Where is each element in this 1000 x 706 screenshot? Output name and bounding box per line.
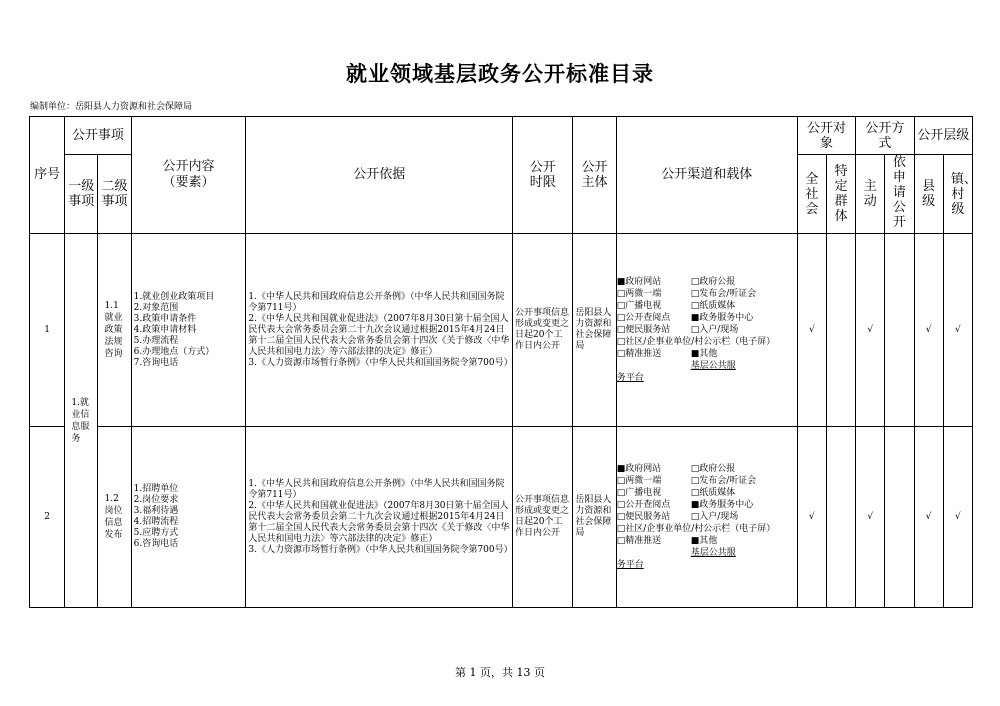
mark-county: √ — [914, 427, 943, 608]
basis-text: 1.《中华人民共和国政府信息公开条例》（中华人民共和国国务院令第711号） 2.《中华人民共和国就业促进法》（2007年8月30日第十届全国人民代表大会常务委员会第二十九次会议通过根据2015年4月24日第十二届全国人民代表大会常务委员会第十四次《关于修改〈中华人民共和国电力法〉等六部法律的决定》修正） 3.《人力资源市场暂行条例》（中华人民共和国国务院令第700号） — [246, 427, 513, 608]
row-seq: 1 — [30, 234, 65, 427]
table-row — [30, 427, 973, 608]
time-limit: 公开事项信息形成或变更之日起20个工作日内公开 — [513, 427, 573, 608]
mark-all-society: √ — [797, 234, 826, 427]
channel-list: ■政府网站 □政府公报 □两微一端 □发布会/听证会 □广播电视 □纸质媒体 □公开查阅点 ■政务服务中心 □便民服务站 □入户/现场 □社区/企事业单位/村公示栏（电子屏） □精准推送 ■其他 基层公共服 务平台 — [616, 234, 797, 427]
subject: 岳阳县人力资源和社会保障局 — [573, 427, 616, 608]
subject: 岳阳县人力资源和社会保障局 — [573, 234, 616, 427]
header-channel: 公开渠道和载体 — [616, 117, 797, 234]
header-on-request: 依申请公开 — [885, 155, 914, 234]
mark-all-society: √ — [797, 427, 826, 608]
header-subject: 公开主体 — [573, 117, 616, 234]
page-title: 就业领域基层政务公开标准目录 — [346, 62, 654, 86]
compiling-unit: 编制单位：岳阳县人力资源和社会保障局 — [30, 102, 193, 112]
row-seq: 2 — [30, 427, 65, 608]
header-county: 县级 — [914, 155, 943, 234]
time-limit: 公开事项信息形成或变更之日起20个工作日内公开 — [513, 234, 573, 427]
table-row — [30, 234, 973, 427]
content-list: 1.就业创业政策项目 2.对象范围 3.政策申请条件 4.政策申请材料 5.办理流程 6.办理地点（方式） 7.咨询电话 — [131, 234, 246, 427]
level2-item: 1.2岗位信息发布 — [98, 427, 131, 608]
level1-item: 1.就业信息服务 — [65, 234, 98, 608]
level2-item: 1.1就业政策法规咨询 — [98, 234, 131, 427]
header-method: 公开方式 — [856, 117, 914, 155]
mark-active: √ — [856, 234, 885, 427]
header-all-society: 全社会 — [797, 155, 826, 234]
basis-text: 1.《中华人民共和国政府信息公开条例》（中华人民共和国国务院令第711号） 2.《中华人民共和国就业促进法》（2007年8月30日第十届全国人民代表大会常务委员会第二十九次会议通过根据2015年4月24日第十二届全国人民代表大会常务委员会第十四次《关于修改〈中华人民共和国电力法〉等六部法律的决定》修正） 3.《人力资源市场暂行条例》（中华人民共和国国务院令第700号） — [246, 234, 513, 427]
header-specific: 特定群体 — [827, 155, 856, 234]
header-level1: 一级事项 — [65, 155, 98, 234]
header-seq: 序号 — [30, 117, 65, 234]
page-footer: 第 1 页，共 13 页 — [455, 666, 545, 679]
mark-county: √ — [914, 234, 943, 427]
header-level2: 二级事项 — [98, 155, 131, 234]
content-list: 1.招聘单位 2.岗位要求 3.福利待遇 4.招聘流程 5.应聘方式 6.咨询电话 — [131, 427, 246, 608]
mark-specific — [827, 427, 856, 608]
header-content: 公开内容（要素） — [131, 117, 246, 234]
header-town: 镇、村级 — [943, 155, 972, 234]
mark-on-request — [885, 234, 914, 427]
mark-on-request — [885, 427, 914, 608]
channel-list: ■政府网站 □政府公报 □两微一端 □发布会/听证会 □广播电视 □纸质媒体 □公开查阅点 ■政务服务中心 □便民服务站 □入户/现场 □社区/企事业单位/村公示栏（电子屏） □精准推送 ■其他 基层公共服 务平台 — [616, 427, 797, 608]
header-time-limit: 公开时限 — [513, 117, 573, 234]
mark-active: √ — [856, 427, 885, 608]
mark-town: √ — [943, 427, 972, 608]
header-matter: 公开事项 — [65, 117, 131, 155]
header-active: 主动 — [856, 155, 885, 234]
mark-town: √ — [943, 234, 972, 427]
header-target: 公开对象 — [797, 117, 855, 155]
header-level: 公开层级 — [914, 117, 972, 155]
catalog-table — [29, 116, 977, 608]
header-basis: 公开依据 — [246, 117, 513, 234]
mark-specific — [827, 234, 856, 427]
